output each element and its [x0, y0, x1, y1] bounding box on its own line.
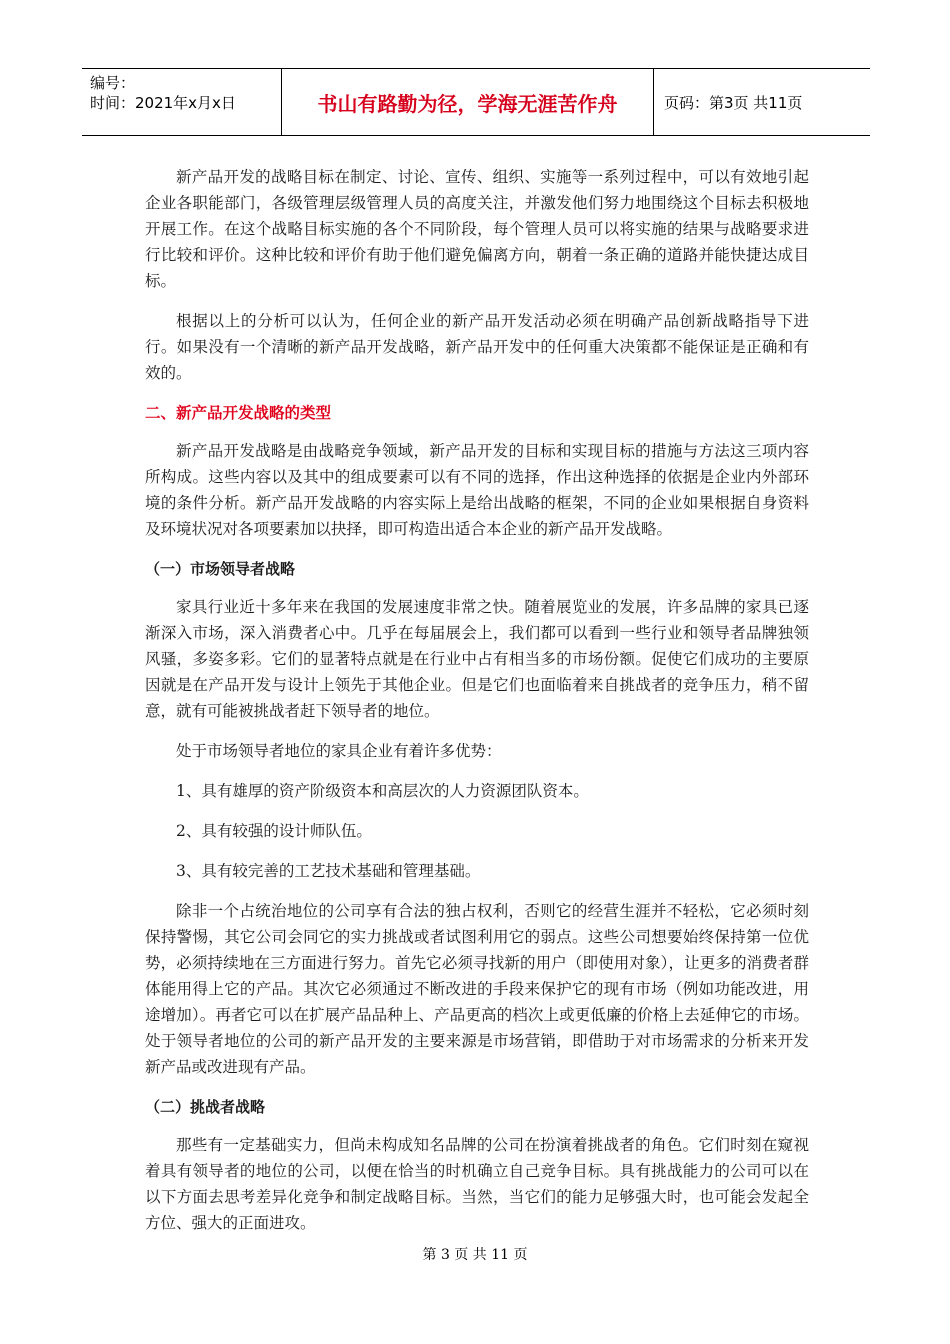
section-heading: 二、新产品开发战略的类型: [145, 404, 332, 422]
page-header: [82, 68, 870, 136]
paragraph: 新产品开发的战略目标在制定、讨论、宣传、组织、实施等一系列过程中，可以有效地引起企业各职能部门，各级管理层级管理人员的高度关注，并激发他们努力地围绕这个目标去积极地开展工作。在这个战略目标实施的各个不同阶段，每个管理人员可以将实施的结果与战略要求进行比较和评价。这种比较和评价有助于他们避免偏离方向，朝着一条正确的道路并能快捷达成目标。: [145, 168, 809, 290]
list-item: 2、具有较强的设计师队伍。: [176, 822, 372, 840]
header-page-info: 页码：第3页 共11页: [664, 93, 803, 112]
paragraph: 除非一个占统治地位的公司享有合法的独占权利，否则它的经营生涯并不轻松，它必须时刻保持警惕，其它公司会同它的实力挑战或者试图利用它的弱点。这些公司想要始终保持第一位优势，必须持续地在三方面进行努力。首先它必须寻找新的用户（即使用对象），让更多的消费者群体能用得上它的产品。其次它必须通过不断改进的手段来保护它的现有市场（例如功能改进，用途增加）。再者它可以在扩展产品品种上、产品更高的档次上或更低廉的价格上去延伸它的市场。处于领导者地位的公司的新产品开发的主要来源是市场营销，即借助于对市场需求的分析来开发新产品或改进现有产品。: [145, 902, 809, 1076]
paragraph: 根据以上的分析可以认为，任何企业的新产品开发活动必须在明确产品创新战略指导下进行。如果没有一个清晰的新产品开发战略，新产品开发中的任何重大决策都不能保证是正确和有效的。: [145, 312, 809, 382]
list-item: 3、具有较完善的工艺技术基础和管理基础。: [176, 862, 481, 880]
paragraph: 新产品开发战略是由战略竞争领域，新产品开发的目标和实现目标的措施与方法这三项内容所构成。这些内容以及其中的组成要素可以有不同的选择，作出这种选择的依据是企业内外部环境的条件分析。新产品开发战略的内容实际上是给出战略的框架，不同的企业如果根据自身资料及环境状况对各项要素加以抉择，即可构造出适合本企业的新产品开发战略。: [145, 442, 809, 538]
paragraph: 家具行业近十多年来在我国的发展速度非常之快。随着展览业的发展，许多品牌的家具已逐渐深入市场，深入消费者心中。几乎在每届展会上，我们都可以看到一些行业和领导者品牌独领风骚，多姿多彩。它们的显著特点就是在行业中占有相当多的市场份额。促使它们成功的主要原因就是在产品开发与设计上领先于其他企业。但是它们也面临着来自挑战者的竞争压力，稍不留意，就有可能被挑战者赶下领导者的地位。: [145, 598, 809, 720]
list-item: 1、具有雄厚的资产阶级资本和高层次的人力资源团队资本。: [176, 782, 589, 800]
header-motto: 书山有路勤为径，学海无涯苦作舟: [282, 69, 654, 135]
paragraph: 那些有一定基础实力，但尚未构成知名品牌的公司在扮演着挑战者的角色。它们时刻在窥视着具有领导者的地位的公司，以便在恰当的时机确立自己竞争目标。具有挑战能力的公司可以在以下方面去思考差异化竞争和制定战略目标。当然，当它们的能力足够强大时，也可能会发起全方位、强大的正面进攻。: [145, 1136, 809, 1232]
subsection-heading: （一）市场领导者战略: [145, 560, 296, 578]
document-body: [145, 164, 809, 1250]
subsection-heading: （二）挑战者战略: [145, 1098, 266, 1116]
paragraph: 处于市场领导者地位的家具企业有着许多优势：: [176, 742, 502, 760]
document-time-label: 时间：2021年x月x日: [90, 94, 236, 112]
document-number-label: 编号：: [90, 74, 136, 92]
page-footer: 第 3 页 共 11 页: [422, 1247, 528, 1263]
header-meta: [82, 69, 282, 135]
